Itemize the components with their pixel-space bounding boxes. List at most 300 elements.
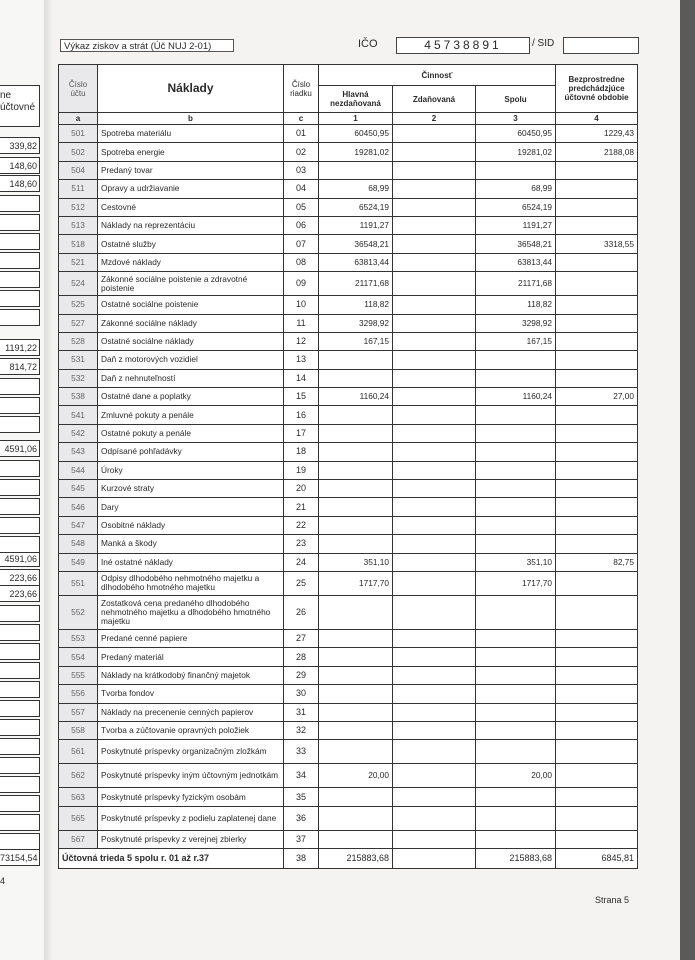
cost-name: Kurzové straty — [98, 480, 284, 498]
left-page-empty-cell — [0, 757, 40, 774]
row-number: 27 — [284, 629, 319, 647]
cost-name: Osobitné náklady — [98, 516, 284, 534]
left-page-value: 814,72 — [0, 358, 40, 375]
left-page-value: 223,66 — [0, 569, 40, 586]
main-activity-value: 21171,68 — [319, 272, 393, 296]
table-row — [59, 685, 638, 703]
main-activity-value — [319, 443, 393, 461]
total-value: 118,82 — [476, 296, 556, 314]
previous-period-value — [556, 253, 638, 271]
header-taxed: Zdaňovaná — [393, 86, 476, 113]
table-row — [59, 443, 638, 461]
total-value: 1717,70 — [476, 571, 556, 595]
cost-name: Spotreba materiálu — [98, 125, 284, 143]
account-number: 557 — [59, 703, 98, 721]
taxed-activity-value — [393, 443, 476, 461]
main-activity-value: 36548,21 — [319, 235, 393, 253]
main-activity-value — [319, 516, 393, 534]
form-title: Výkaz ziskov a strát (Úč NUJ 2-01) — [60, 39, 234, 52]
main-activity-value — [319, 406, 393, 424]
previous-period-value — [556, 369, 638, 387]
scan-edge — [680, 0, 695, 960]
table-row — [59, 351, 638, 369]
taxed-activity-value — [393, 764, 476, 788]
taxed-activity-value — [393, 296, 476, 314]
cost-name: Daň z motorových vozidiel — [98, 351, 284, 369]
row-number: 15 — [284, 388, 319, 406]
row-number: 25 — [284, 571, 319, 595]
left-page-value: 4591,06 — [0, 440, 40, 457]
account-number: 538 — [59, 388, 98, 406]
left-page-empty-cell — [0, 833, 40, 850]
cost-name: Poskytnuté príspevky z verejnej zbierky — [98, 830, 284, 848]
previous-period-value — [556, 406, 638, 424]
total-value — [476, 806, 556, 830]
letter-b: b — [98, 113, 284, 125]
taxed-activity-value — [393, 161, 476, 179]
main-activity-value — [319, 498, 393, 516]
taxed-activity-value — [393, 480, 476, 498]
row-number: 13 — [284, 351, 319, 369]
total-value — [476, 498, 556, 516]
table-row — [59, 764, 638, 788]
previous-period-value: 6845,81 — [556, 849, 638, 869]
account-number: 546 — [59, 498, 98, 516]
cost-name: Ostatné služby — [98, 235, 284, 253]
table-row — [59, 648, 638, 666]
taxed-activity-value — [393, 830, 476, 848]
cost-name: Ostatné pokuty a penále — [98, 424, 284, 442]
left-page-footer: 4 — [0, 876, 6, 886]
main-activity-value: 1160,24 — [319, 388, 393, 406]
left-page-empty-cell — [0, 252, 40, 269]
header-previous: Bezprostredne predchádzjúce účtovné obdobie — [556, 65, 638, 113]
total-value — [476, 648, 556, 666]
total-value — [476, 535, 556, 553]
row-number: 24 — [284, 553, 319, 571]
account-number: 532 — [59, 369, 98, 387]
table-row — [59, 296, 638, 314]
main-activity-value — [319, 461, 393, 479]
cost-name: Úroky — [98, 461, 284, 479]
table-row — [59, 143, 638, 161]
left-page-empty-cell — [0, 460, 40, 477]
table-row — [59, 703, 638, 721]
left-page-empty-cell — [0, 795, 40, 812]
account-number: 518 — [59, 235, 98, 253]
total-value: 1160,24 — [476, 388, 556, 406]
account-number: 561 — [59, 740, 98, 764]
account-number: 552 — [59, 595, 98, 629]
previous-period-value — [556, 629, 638, 647]
account-number: 549 — [59, 553, 98, 571]
taxed-activity-value — [393, 703, 476, 721]
left-page-empty-cell — [0, 517, 40, 534]
total-value — [476, 830, 556, 848]
main-activity-value — [319, 424, 393, 442]
previous-period-value — [556, 296, 638, 314]
header-account: Číslo účtu — [59, 65, 98, 113]
total-value — [476, 461, 556, 479]
table-row — [59, 406, 638, 424]
row-number: 05 — [284, 198, 319, 216]
left-page-empty-cell — [0, 700, 40, 717]
account-number: 524 — [59, 272, 98, 296]
total-value: 36548,21 — [476, 235, 556, 253]
taxed-activity-value — [393, 461, 476, 479]
left-header-line: ne — [0, 90, 12, 101]
account-number: 531 — [59, 351, 98, 369]
previous-period-value: 82,75 — [556, 553, 638, 571]
row-number: 10 — [284, 296, 319, 314]
total-value — [476, 703, 556, 721]
previous-period-value: 2188,08 — [556, 143, 638, 161]
previous-period-value — [556, 685, 638, 703]
taxed-activity-value — [393, 406, 476, 424]
total-value — [476, 629, 556, 647]
left-page-empty-cell — [0, 397, 40, 414]
cost-name: Zmluvné pokuty a penále — [98, 406, 284, 424]
main-activity-value — [319, 369, 393, 387]
cost-name: Poskytnuté príspevky z podielu zaplatenej dane — [98, 806, 284, 830]
left-page-empty-cell — [0, 681, 40, 698]
total-value — [476, 369, 556, 387]
table-row — [59, 272, 638, 296]
row-number: 37 — [284, 830, 319, 848]
left-page-value: 339,82 — [0, 137, 40, 154]
previous-period-value — [556, 595, 638, 629]
letter-c: c — [284, 113, 319, 125]
row-number: 02 — [284, 143, 319, 161]
row-number: 32 — [284, 721, 319, 739]
left-page-value: 4591,06 — [0, 550, 40, 567]
table-row — [59, 332, 638, 350]
table-row — [59, 314, 638, 332]
row-number: 30 — [284, 685, 319, 703]
account-number: 544 — [59, 461, 98, 479]
taxed-activity-value — [393, 216, 476, 234]
cost-name: Opravy a udržiavanie — [98, 180, 284, 198]
row-number: 35 — [284, 788, 319, 806]
taxed-activity-value — [393, 143, 476, 161]
account-number: 543 — [59, 443, 98, 461]
account-number: 562 — [59, 764, 98, 788]
account-number: 547 — [59, 516, 98, 534]
main-activity-value: 20,00 — [319, 764, 393, 788]
cost-name: Predaný tovar — [98, 161, 284, 179]
table-row — [59, 235, 638, 253]
table-row — [59, 830, 638, 848]
binding-gutter — [44, 0, 52, 960]
row-number: 03 — [284, 161, 319, 179]
table-row — [59, 180, 638, 198]
left-page-empty-cell — [0, 814, 40, 831]
account-number: 563 — [59, 788, 98, 806]
previous-period-value — [556, 180, 638, 198]
account-number: 558 — [59, 721, 98, 739]
table-row — [59, 198, 638, 216]
total-value: 21171,68 — [476, 272, 556, 296]
account-number: 527 — [59, 314, 98, 332]
previous-period-value — [556, 703, 638, 721]
previous-period-value — [556, 788, 638, 806]
previous-period-value — [556, 740, 638, 764]
account-number: 504 — [59, 161, 98, 179]
table-row — [59, 125, 638, 143]
main-activity-value: 68,99 — [319, 180, 393, 198]
main-activity-value — [319, 666, 393, 684]
main-activity-value: 215883,68 — [319, 849, 393, 869]
left-page-empty-cell — [0, 643, 40, 660]
total-value: 351,10 — [476, 553, 556, 571]
cost-name: Tvorba a zúčtovanie opravných položiek — [98, 721, 284, 739]
row-number: 06 — [284, 216, 319, 234]
taxed-activity-value — [393, 721, 476, 739]
total-value — [476, 424, 556, 442]
row-number: 28 — [284, 648, 319, 666]
row-number: 09 — [284, 272, 319, 296]
account-number: 567 — [59, 830, 98, 848]
header-activity: Činnosť — [319, 65, 556, 86]
ico-label: IČO — [358, 38, 378, 50]
row-number: 12 — [284, 332, 319, 350]
cost-name: Zákonné sociálne náklady — [98, 314, 284, 332]
ico-value: 45738891 — [396, 37, 530, 54]
total-value — [476, 666, 556, 684]
account-number: 502 — [59, 143, 98, 161]
header-row-no: Číslo riadku — [284, 65, 319, 113]
left-page-empty-cell — [0, 479, 40, 496]
taxed-activity-value — [393, 332, 476, 350]
table-row — [59, 740, 638, 764]
total-value — [476, 595, 556, 629]
account-number: 554 — [59, 648, 98, 666]
total-value — [476, 443, 556, 461]
account-number: 512 — [59, 198, 98, 216]
cost-name: Poskytnuté príspevky organizačným zložkám — [98, 740, 284, 764]
account-number: 521 — [59, 253, 98, 271]
taxed-activity-value — [393, 369, 476, 387]
previous-period-value: 3318,55 — [556, 235, 638, 253]
account-number: 556 — [59, 685, 98, 703]
main-activity-value — [319, 721, 393, 739]
main-activity-value — [319, 595, 393, 629]
previous-period-value — [556, 806, 638, 830]
total-value: 20,00 — [476, 764, 556, 788]
cost-name: Manká a škody — [98, 535, 284, 553]
costs-table — [58, 64, 638, 869]
total-value: 60450,95 — [476, 125, 556, 143]
cost-name: Ostatné sociálne poistenie — [98, 296, 284, 314]
left-page-value: 148,60 — [0, 157, 40, 174]
taxed-activity-value — [393, 595, 476, 629]
previous-period-value — [556, 830, 638, 848]
row-number: 36 — [284, 806, 319, 830]
row-number: 38 — [284, 849, 319, 869]
left-page-empty-cell — [0, 498, 40, 515]
main-activity-value: 1717,70 — [319, 571, 393, 595]
row-number: 19 — [284, 461, 319, 479]
taxed-activity-value — [393, 516, 476, 534]
previous-period-value — [556, 272, 638, 296]
previous-period-value — [556, 461, 638, 479]
left-page-value: 73154,54 — [0, 849, 40, 866]
total-value — [476, 161, 556, 179]
table-row — [59, 369, 638, 387]
account-number: 542 — [59, 424, 98, 442]
taxed-activity-value — [393, 388, 476, 406]
left-page-empty-cell — [0, 738, 40, 755]
row-number: 31 — [284, 703, 319, 721]
main-activity-value — [319, 629, 393, 647]
main-activity-value — [319, 685, 393, 703]
row-number: 22 — [284, 516, 319, 534]
total-value — [476, 721, 556, 739]
table-row — [59, 553, 638, 571]
taxed-activity-value — [393, 806, 476, 830]
letter-1: 1 — [319, 113, 393, 125]
account-number: 551 — [59, 571, 98, 595]
left-page-value: 1191,22 — [0, 339, 40, 356]
taxed-activity-value — [393, 629, 476, 647]
cost-name: Zákonné sociálne poistenie a zdravotné poistenie — [98, 272, 284, 296]
main-activity-value — [319, 351, 393, 369]
column-letters-row — [59, 113, 638, 125]
taxed-activity-value — [393, 571, 476, 595]
previous-period-value — [556, 666, 638, 684]
taxed-activity-value — [393, 253, 476, 271]
page-number: Strana 5 — [595, 895, 630, 905]
previous-page-edge — [0, 0, 45, 960]
cost-name: Tvorba fondov — [98, 685, 284, 703]
main-activity-value — [319, 703, 393, 721]
summary-row — [59, 849, 638, 869]
account-number: 548 — [59, 535, 98, 553]
row-number: 34 — [284, 764, 319, 788]
total-value — [476, 351, 556, 369]
cost-name: Predaný materiál — [98, 648, 284, 666]
left-page-empty-cell — [0, 309, 40, 326]
left-page-empty-cell — [0, 195, 40, 212]
taxed-activity-value — [393, 788, 476, 806]
row-number: 04 — [284, 180, 319, 198]
left-page-empty-cell — [0, 233, 40, 250]
previous-period-value: 27,00 — [556, 388, 638, 406]
main-activity-value: 6524,19 — [319, 198, 393, 216]
letter-2: 2 — [393, 113, 476, 125]
main-activity-value — [319, 535, 393, 553]
previous-period-value — [556, 314, 638, 332]
main-activity-value — [319, 830, 393, 848]
main-activity-value: 351,10 — [319, 553, 393, 571]
letter-a: a — [59, 113, 98, 125]
taxed-activity-value — [393, 314, 476, 332]
total-value: 3298,92 — [476, 314, 556, 332]
row-number: 33 — [284, 740, 319, 764]
total-value — [476, 480, 556, 498]
cost-name: Spotreba energie — [98, 143, 284, 161]
row-number: 21 — [284, 498, 319, 516]
cost-name: Dary — [98, 498, 284, 516]
previous-period-value — [556, 424, 638, 442]
table-row — [59, 788, 638, 806]
main-activity-value: 167,15 — [319, 332, 393, 350]
taxed-activity-value — [393, 351, 476, 369]
previous-period-value: 1229,43 — [556, 125, 638, 143]
table-row — [59, 806, 638, 830]
table-row — [59, 461, 638, 479]
previous-period-value — [556, 516, 638, 534]
account-number: 511 — [59, 180, 98, 198]
main-activity-value — [319, 161, 393, 179]
total-value — [476, 788, 556, 806]
account-number: 513 — [59, 216, 98, 234]
previous-period-value — [556, 198, 638, 216]
left-page-value: 148,60 — [0, 175, 40, 192]
row-number: 17 — [284, 424, 319, 442]
table-row — [59, 216, 638, 234]
main-activity-value: 63813,44 — [319, 253, 393, 271]
main-activity-value: 118,82 — [319, 296, 393, 314]
previous-period-value — [556, 535, 638, 553]
main-activity-value: 19281,02 — [319, 143, 393, 161]
row-number: 20 — [284, 480, 319, 498]
header-main: Hlavná nezdaňovaná — [319, 86, 393, 113]
table-row — [59, 595, 638, 629]
taxed-activity-value — [393, 849, 476, 869]
letter-3: 3 — [476, 113, 556, 125]
sid-value — [563, 37, 639, 54]
previous-period-value — [556, 480, 638, 498]
table-row — [59, 253, 638, 271]
taxed-activity-value — [393, 535, 476, 553]
letter-4: 4 — [556, 113, 638, 125]
cost-name: Odpísané pohľadávky — [98, 443, 284, 461]
left-page-empty-cell — [0, 378, 40, 395]
table-row — [59, 498, 638, 516]
total-value — [476, 740, 556, 764]
table-row — [59, 721, 638, 739]
main-activity-value: 3298,92 — [319, 314, 393, 332]
table-row — [59, 161, 638, 179]
account-number: 545 — [59, 480, 98, 498]
left-page-empty-cell — [0, 416, 40, 433]
total-value: 68,99 — [476, 180, 556, 198]
taxed-activity-value — [393, 180, 476, 198]
main-activity-value — [319, 480, 393, 498]
main-activity-value: 1191,27 — [319, 216, 393, 234]
row-number: 14 — [284, 369, 319, 387]
row-number: 26 — [284, 595, 319, 629]
previous-period-value — [556, 161, 638, 179]
account-number: 541 — [59, 406, 98, 424]
account-number: 555 — [59, 666, 98, 684]
cost-name: Daň z nehnuteľností — [98, 369, 284, 387]
table-row — [59, 535, 638, 553]
table-row — [59, 480, 638, 498]
cost-name: Iné ostatné náklady — [98, 553, 284, 571]
main-activity-value — [319, 648, 393, 666]
cost-name: Ostatné sociálne náklady — [98, 332, 284, 350]
previous-period-value — [556, 721, 638, 739]
total-value: 6524,19 — [476, 198, 556, 216]
row-number: 08 — [284, 253, 319, 271]
taxed-activity-value — [393, 498, 476, 516]
table-row — [59, 516, 638, 534]
left-page-empty-cell — [0, 271, 40, 288]
left-page-empty-cell — [0, 605, 40, 622]
total-value: 63813,44 — [476, 253, 556, 271]
